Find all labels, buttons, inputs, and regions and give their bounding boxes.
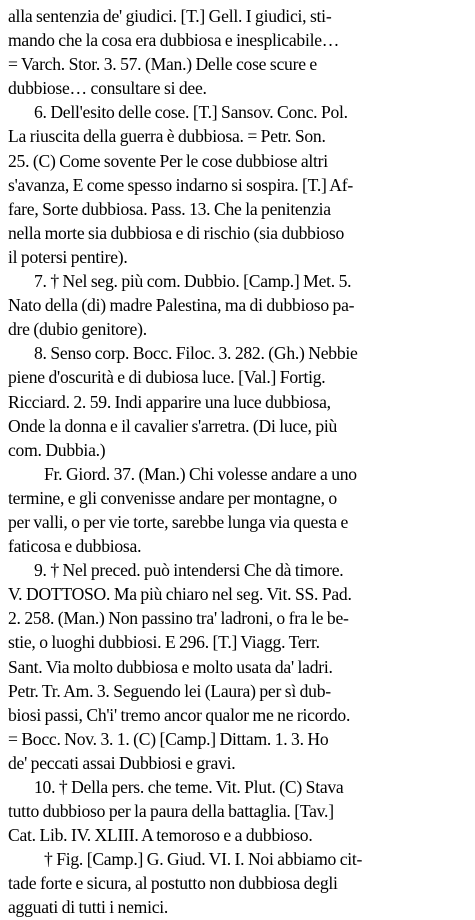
text-line: Nato della (di) madre Palestina, ma di dubbioso pa- xyxy=(8,295,355,316)
text-line: Sant. Via molto dubbiosa e molto usata da' ladri. xyxy=(8,656,333,677)
text-line: tade forte e sicura, al postutto non dubbiosa degli xyxy=(8,873,338,894)
text-line: biosi passi, Ch'i' tremo ancor qualor me ne ricordo. xyxy=(8,704,351,725)
text-line: de' peccati assai Dubbiosi e gravi. xyxy=(8,752,236,773)
text-line: per valli, o per vie torte, sarebbe lunga via questa e xyxy=(8,511,349,532)
text-line: = Varch. Stor. 3. 57. (Man.) Delle cose scure e xyxy=(8,54,317,75)
text-line: † Fig. [Camp.] G. Giud. VI. I. Noi abbiamo cit- xyxy=(44,849,363,870)
text-line: 2. 258. (Man.) Non passino tra' ladroni, o fra le be- xyxy=(8,608,349,629)
text-line: La riuscita della guerra è dubbiosa. = Petr. Son. xyxy=(8,126,326,147)
text-line: alla sentenzia de' giudici. [T.] Gell. I giudici, sti- xyxy=(8,6,332,26)
text-line: il potersi pentire). xyxy=(8,246,128,267)
text-line: com. Dubbia.) xyxy=(8,439,106,460)
text-line: Fr. Giord. 37. (Man.) Chi volesse andare a uno xyxy=(44,463,357,484)
text-line: nella morte sia dubbiosa e di rischio (sia dubbioso xyxy=(8,222,345,243)
text-line: faticosa e dubbiosa. xyxy=(8,536,142,557)
text-line: stie, o luoghi dubbiosi. E 296. [T.] Viagg. Terr. xyxy=(8,632,320,653)
text-line: 9. † Nel preced. può intendersi Che dà timore. xyxy=(34,560,344,581)
text-line: Ricciard. 2. 59. Indi apparire una luce dubbiosa, xyxy=(8,391,331,412)
text-line: 25. (C) Come sovente Per le cose dubbiose altri xyxy=(8,150,328,171)
text-line: mando che la cosa era dubbiosa e inesplicabile… xyxy=(8,30,340,51)
text-line: termine, e gli convenisse andare per montagne, o xyxy=(8,487,337,508)
text-line: Petr. Tr. Am. 3. Seguendo lei (Laura) per sì dub- xyxy=(8,680,331,701)
text-line: = Bocc. Nov. 3. 1. (C) [Camp.] Dittam. 1. 3. Ho xyxy=(8,728,329,749)
text-line: s'avanza, E come spesso indarno si sospira. [T.] Af- xyxy=(8,174,353,195)
text-line: Onde la donna e il cavalier s'arretra. (Di luce, più xyxy=(8,415,338,436)
text-line: tutto dubbioso per la paura della battaglia. [Tav.] xyxy=(8,801,334,822)
text-line: V. DOTTOSO. Ma più chiaro nel seg. Vit. SS. Pad. xyxy=(8,584,352,605)
text-line: Cat. Lib. IV. XLIII. A temoroso e a dubbioso. xyxy=(8,825,313,846)
text-line: 7. † Nel seg. più com. Dubbio. [Camp.] Met. 5. xyxy=(34,271,352,292)
text-line: 10. † Della pers. che teme. Vit. Plut. (C) Stava xyxy=(34,777,344,797)
text-line: fare, Sorte dubbiosa. Pass. 13. Che la penitenzia xyxy=(8,198,331,219)
text-line: 6. Dell'esito delle cose. [T.] Sansov. Conc. Pol. xyxy=(34,102,348,123)
text-line: dre (dubio genitore). xyxy=(8,319,147,340)
text-line: agguati di tutti i nemici. xyxy=(8,897,169,918)
text-line: piene d'oscurità e di dubiosa luce. [Val.] Fortig. xyxy=(8,367,326,388)
text-line: dubbiose… consultare si dee. xyxy=(8,78,207,99)
text-line: 8. Senso corp. Bocc. Filoc. 3. 282. (Gh.) Nebbie xyxy=(34,343,358,364)
